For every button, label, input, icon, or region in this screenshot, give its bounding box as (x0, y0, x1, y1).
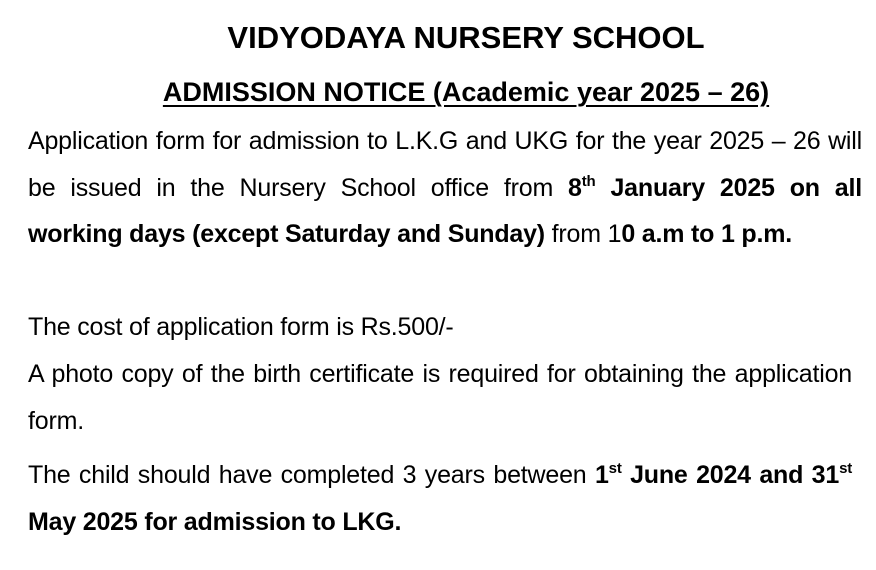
eligibility-range-middle: June 2024 and 31 (621, 461, 840, 489)
application-cost-text: The cost of application form is Rs.500/- (28, 313, 454, 341)
issue-date-suffix: th (581, 172, 596, 190)
eligibility-start-day: 1 (594, 461, 609, 489)
issue-schedule-paragraph (28, 118, 862, 258)
notice-title-text: ADMISSION NOTICE (Academic year 2025 – 26) (162, 77, 770, 107)
notice-title-heading (0, 74, 876, 110)
birth-certificate-paragraph (28, 351, 852, 444)
eligibility-end-suffix: st (839, 460, 852, 477)
issue-time-bold: 0 a.m to 1 p.m. (621, 220, 793, 248)
eligibility-range-end: May 2025 for admission to LKG. (28, 507, 402, 536)
school-name-text: VIDYODAYA NURSERY SCHOOL (227, 20, 705, 55)
school-name-heading (0, 18, 876, 58)
birth-certificate-text: A photo copy of the birth certificate is required for obtaining the application form. (28, 360, 852, 435)
issue-time-lead: from 1 (544, 220, 622, 248)
application-cost-paragraph (28, 304, 862, 351)
age-eligibility-text: The child should have completed 3 years between (28, 461, 595, 489)
age-eligibility-paragraph (28, 452, 852, 545)
eligibility-start-suffix: st (608, 460, 622, 477)
issue-date-details: January 2025 on all working days (except Saturday and Sunday) (28, 173, 862, 248)
issue-date-day: 8 (568, 173, 582, 202)
issue-schedule-text: Application form for admission to L.K.G and UKG for the year 2025 – 26 will be issued in the Nursery School office from (28, 127, 862, 202)
